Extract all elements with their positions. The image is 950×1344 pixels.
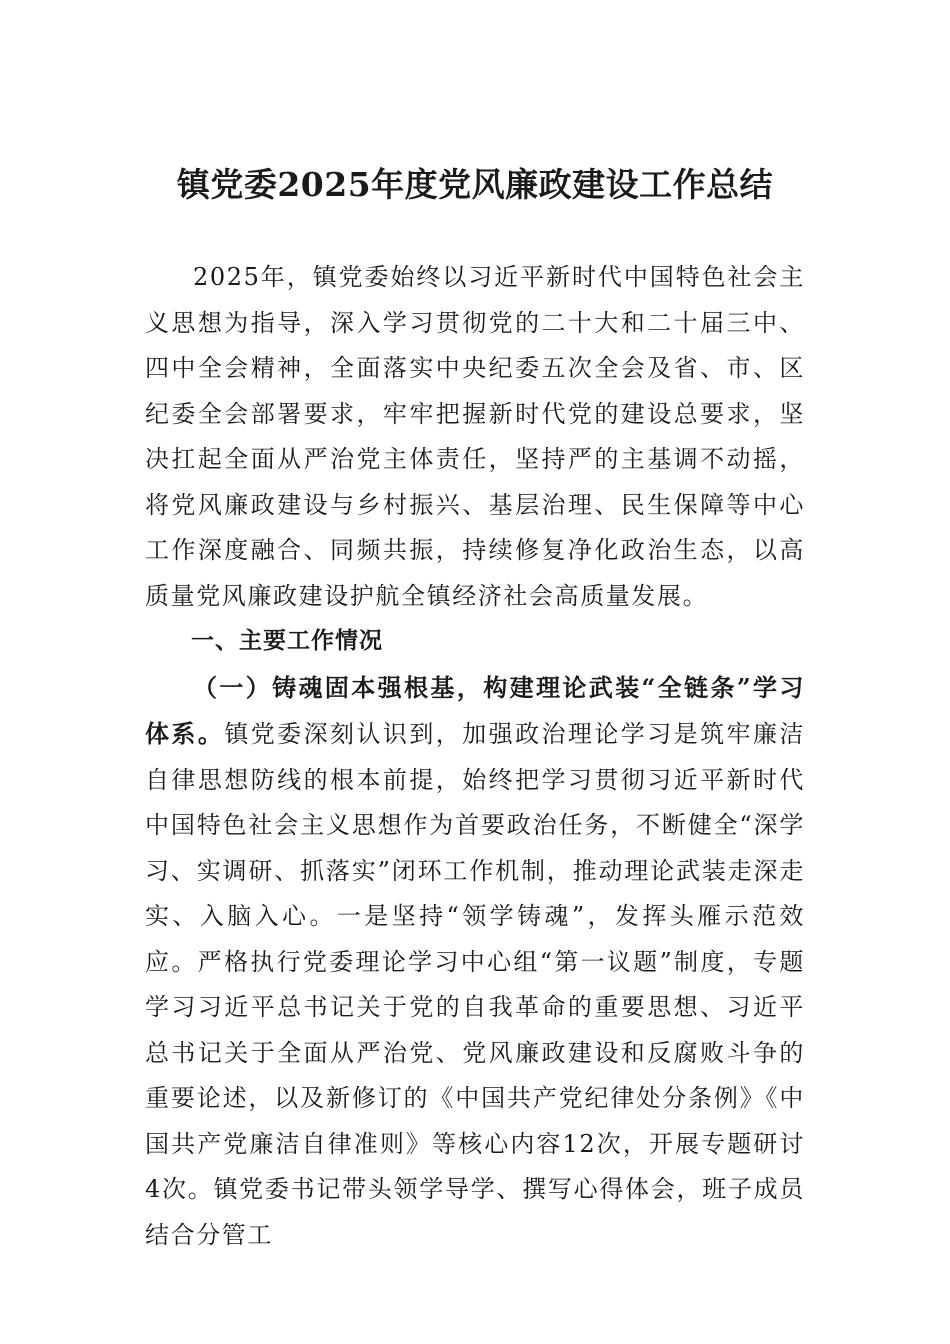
subsection-paragraph: [145, 665, 805, 1259]
subsection-heading: （一）铸魂固本强根基，构建理论武装“全链条”学习体系。: [145, 672, 805, 748]
document-body: [145, 255, 805, 1258]
section-heading-main-work: 一、主要工作情况: [191, 628, 383, 654]
subsection-body: 镇党委深刻认识到，加强政治理论学习是筑牢廉洁自律思想防线的根本前提，始终把学习贯彻习近平新时代中国特色社会主义思想作为首要政治任务，不断健全“深学习、实调研、抓落实”闭环工作机制，推动理论武装走深走实、入脑入心。一是坚持“领学铸魂”，发挥头雁示范效应。严格执行党委理论学习中心组“第一议题”制度，专题学习习近平总书记关于党的自我革命的重要思想、习近平总书记关于全面从严治党、党风廉政建设和反腐败斗争的重要论述，以及新修订的《中国共产党纪律处分条例》《中国共产党廉洁自律准则》等核心内容12次，开展专题研讨4次。镇党委书记带头领学导学、撰写心得体会，班子成员结合分管工: [145, 720, 805, 1249]
document-title: 镇党委2025年度党风廉政建设工作总结: [176, 165, 774, 204]
intro-paragraph: 2025年，镇党委始终以习近平新时代中国特色社会主义思想为指导，深入学习贯彻党的二十大和二十届三中、四中全会精神，全面落实中央纪委五次全会及省、市、区纪委全会部署要求，牢牢把握新时代党的建设总要求，坚决扛起全面从严治党主体责任，坚持严的主基调不动摇，将党风廉政建设与乡村振兴、基层治理、民生保障等中心工作深度融合、同频共振，持续修复净化政治生态，以高质量党风廉政建设护航全镇经济社会高质量发展。: [145, 263, 805, 610]
